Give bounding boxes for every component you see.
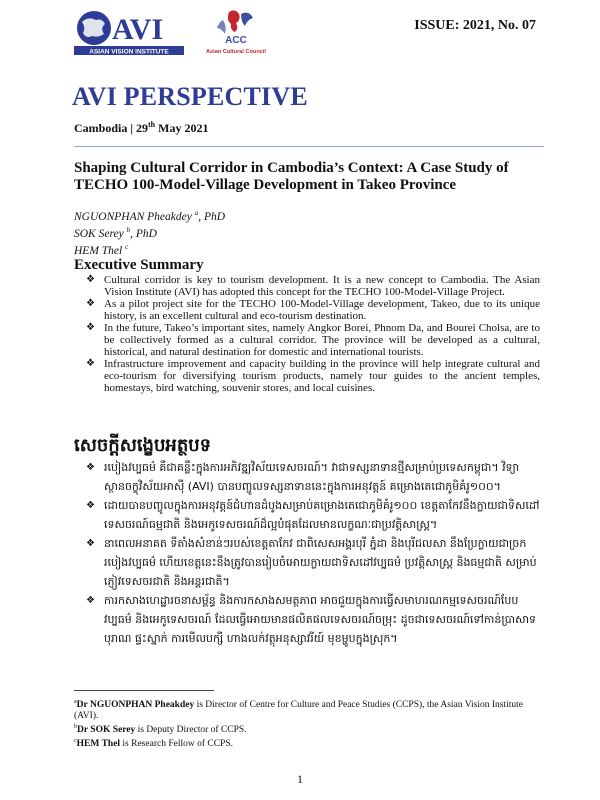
- dateline: [74, 120, 208, 136]
- diamond-bullet-icon: ❖: [86, 274, 95, 285]
- avi-logo-subtitle: ASIAN VISION INSTITUTE: [89, 48, 169, 56]
- footnote: [74, 736, 544, 750]
- footnote-mark: b: [74, 724, 77, 731]
- footnote-mark: a: [74, 699, 77, 705]
- footnote-name: Dr NGUONPHAN Pheakdey: [76, 700, 195, 711]
- dateline-prefix: Cambodia | 29: [74, 121, 148, 135]
- diamond-bullet-icon: ❖: [86, 538, 95, 549]
- executive-summary-heading: Executive Summary: [74, 257, 204, 273]
- list-item: [86, 322, 540, 358]
- avi-logo: [74, 6, 194, 56]
- executive-summary-list: [86, 274, 540, 394]
- dateline-suffix: May 2021: [155, 121, 209, 135]
- footnote: [74, 697, 544, 722]
- article-title: Shaping Cultural Corridor in Cambodia’s Context: A Case Study of TECHO 100-Model-Village Development in Takeo Province: [74, 160, 509, 193]
- author-footnote-mark: c: [125, 242, 129, 251]
- list-item: [86, 458, 540, 496]
- acc-logo: [205, 6, 267, 60]
- author-footnote-mark: b: [126, 225, 131, 234]
- footnote-mark: c: [74, 738, 77, 745]
- author-line: [74, 207, 225, 224]
- list-item: [86, 534, 540, 591]
- dateline-ordinal: th: [148, 120, 156, 129]
- author-degree: , PhD: [198, 210, 226, 223]
- diamond-bullet-icon: ❖: [86, 322, 95, 333]
- footnote-text: is Research Fellow of CCPS.: [120, 739, 233, 750]
- author-name: SOK Serey: [74, 227, 127, 240]
- author-name: NGUONPHAN Pheakdey: [74, 210, 195, 223]
- list-item: [86, 358, 540, 394]
- page-number: 1: [297, 772, 303, 786]
- footnote-name: HEM Thel: [76, 739, 121, 750]
- author-footnote-mark: a: [194, 209, 199, 217]
- list-item-text: As a pilot project site for the TECHO 100-Model-Village development, Takeo, due to its unique history, is an excellent cultural and eco-tourism destination.: [104, 298, 540, 322]
- khmer-summary-list: [86, 458, 540, 648]
- list-item-text: នាពេលអនាគត ទីតាំងសំខាន់ៗរបស់ខេត្តតាកែវ ជាពិសេសអង្គរបុរី ភ្នំដា និងបុរីជលសា នឹងប្រែក្លាយជាច្រករបៀងវប្បធម៌ ហើយខេត្តនេះនឹងត្រូវបានរៀបចំអោយក្លាយជាទិសដៅវប្បធម៌ ប្រវត្តិសាស្ត្រ និងធម្មជាតិ សម្រាប់ភ្ញៀវទេសចរជាតិ និងអន្តរជាតិ។: [104, 537, 537, 588]
- list-item: [86, 274, 540, 298]
- acc-logo-text: ACC: [225, 35, 247, 46]
- list-item-text: Infrastructure improvement and capacity building in the province will help integrate cultural and eco-tourism for diversifying tourism products, namely tour guides to the ancient temples, homestays, bird watching, souvenir stores, and local cuisines.: [104, 358, 540, 394]
- author-name: HEM Thel: [74, 244, 126, 257]
- diamond-bullet-icon: ❖: [86, 595, 95, 606]
- author-list: [74, 207, 225, 257]
- list-item-text: In the future, Takeo’s important sites, namely Angkor Borei, Phnom Da, and Bourei Cholsa, are to be collectively formed as a cultural corridor. The province will be developed as a cultural, historical, and natural destination for domestic and international tourists.: [104, 322, 540, 358]
- footnote-name: Dr SOK Serey: [77, 725, 136, 736]
- header-divider: [74, 146, 544, 147]
- footnote-divider: [74, 690, 214, 691]
- footnote: [74, 722, 544, 736]
- list-item-text: ដោយបានបញ្ចូលក្នុងការអនុវត្តន៍ជំហានដំបូងសម្រាប់គម្រោងតេជោភូមិគំរូ១០០ ខេត្តតាកែវនឹងក្លាយជាទិសដៅទេសចរណ៍ធម្មជាតិ និងអេកូទេសចរណ៍ដ៏ល្អបំផុតដែលមានលក្ខណៈជាប្រវត្តិសាស្ត្រ។: [104, 499, 540, 531]
- list-item-text: របៀងវប្បធម៌ គឺជាគន្លឹះក្នុងការអភិវឌ្ឍវិស័យទេសចរណ៍។ វាជាទស្សនាទានថ្មីសម្រាប់ប្រទេសកម្ពុជា។ វិទ្យាស្ថានចក្ខុវិស័យអាស៊ី (AVI) បានបញ្ចូលទស្សនាទាននេះក្នុងការអនុវត្តន៍ គម្រោងតេជោភូមិគំរូ១០០។: [104, 461, 520, 493]
- footnotes: [74, 697, 544, 750]
- khmer-summary-heading: សេចក្តីសង្ខេបអត្ថបទ: [74, 435, 212, 455]
- footnote-text: is Director of Centre for Culture and Peace Studies (CCPS), the Asian Vision Institute (AVI).: [74, 700, 524, 722]
- diamond-bullet-icon: ❖: [86, 462, 95, 473]
- diamond-bullet-icon: ❖: [86, 500, 95, 511]
- list-item: [86, 298, 540, 322]
- avi-logo-text: AVI: [112, 13, 164, 46]
- author-degree: , PhD: [130, 227, 157, 240]
- list-item-text: ការកសាងហេដ្ឋារចនាសម្ព័ន្ធ និងការកសាងសមត្ថភាព អាចជួយក្នុងការធ្វើសមាហរណកម្មទេសចរណ៍បែបវប្បធម៌ និងអេកូទេសចរណ៍ ដែលធ្វើអោយមានផលិតផលទេសចរណ៍ចម្រុះ ដូចជាទេសចរណ៍ទៅកាន់ប្រាសាទបុរាណ ផ្ទះស្នាក់ ការមើលបក្សី ហាងលក់វត្ថុអនុស្សាវរីយ៍ មុខម្ហូបក្នុងស្រុក។: [104, 594, 537, 645]
- diamond-bullet-icon: ❖: [86, 298, 95, 309]
- list-item: [86, 591, 540, 648]
- footnote-text: is Deputy Director of CCPS.: [135, 725, 247, 736]
- masthead-title: AVI PERSPECTIVE: [72, 82, 308, 111]
- author-line: [74, 224, 225, 241]
- acc-logo-subtitle: Asian Cultural Council: [206, 49, 266, 55]
- issue-number: ISSUE: 2021, No. 07: [414, 18, 536, 33]
- list-item-text: Cultural corridor is key to tourism development. It is a new concept to Cambodia. The Asian Vision Institute (AVI) has adopted this concept for the TECHO 100-Model-Village Project.: [104, 274, 540, 298]
- author-line: [74, 241, 225, 258]
- diamond-bullet-icon: ❖: [86, 358, 95, 369]
- list-item: [86, 496, 540, 534]
